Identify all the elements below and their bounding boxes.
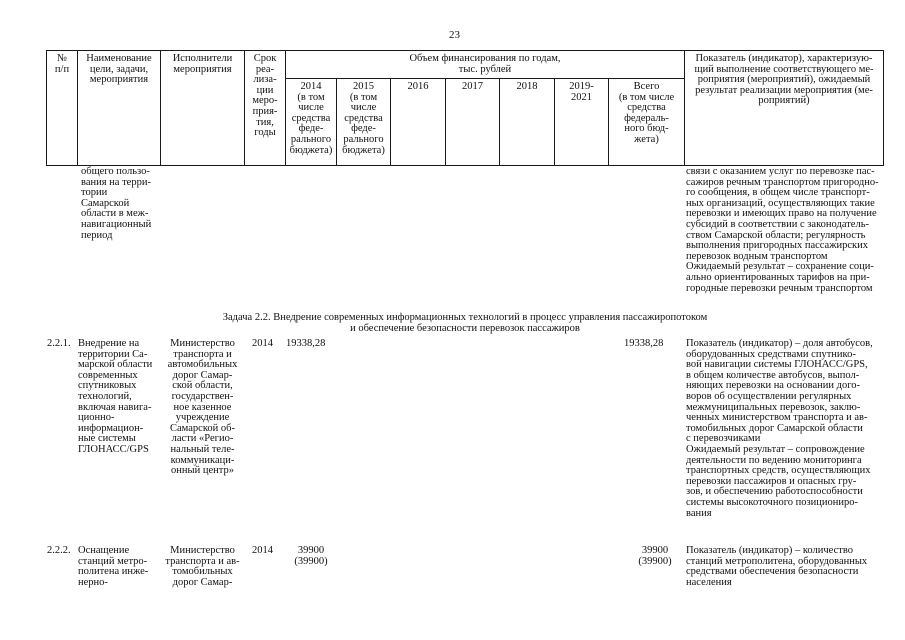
header-year-2016: 2016 xyxy=(407,81,429,92)
cont-row-name: общего пользо- вания на терри- тории Самарской области в меж- навигационный период xyxy=(81,166,152,241)
row-executors: Министерство транспорта и автомобильных дорог Самар- ской области, государствен- ное казенное учреждение Самарской об- ласти «Регио- нальный теле- коммуникаци- онный центр» xyxy=(167,338,238,477)
header-executors: Исполнители мероприятия xyxy=(172,53,233,75)
row-total: 39900 (39900) xyxy=(638,545,672,567)
row-executors: Министерство транспорта и ав- томобильных дорог Самар- xyxy=(165,545,240,588)
table-top-border xyxy=(46,50,883,51)
row-y2014: 39900 (39900) xyxy=(294,545,328,567)
row-term: 2014 xyxy=(252,338,273,349)
header-year-2019-2021: 2019- 2021 xyxy=(569,81,594,103)
cont-row-indicator: связи с оказанием услуг по перевозке пас- сажиров речным транспортом пригородно- го сообщения, в общем числе транспорт- ных организаций, осуществляющих такие перевозки и имеющих право на получение субсидий в соответствии с законодатель- ством Самарской области; регулярность выполнения пригородных пассажирских перевозок водным транспортом Ожидаемый результат – сохранение соци- ально ориентированных тарифов на при- городные перевозки речным транспортом xyxy=(686,166,879,294)
row-term: 2014 xyxy=(252,545,273,556)
row-num: 2.2.2. xyxy=(47,545,71,556)
header-total: Всего (в том числе средства федераль- ного бюд- жета) xyxy=(618,81,675,145)
header-name: Наименование цели, задачи, мероприятия xyxy=(86,53,152,86)
header-year-2014: 2014 (в том числе средства феде- рального бюджета) xyxy=(289,81,333,156)
task-title: Задача 2.2. Внедрение современных информационных технологий в процесс управления пассажиропотоком и обеспечение безопасности перевозок пассажиров xyxy=(222,312,708,334)
row-name: Внедрение на территории Са- марской области современных спутниковых технологий, включая навига- ционно- информацион- ные системы ГЛОНАСС/GPS xyxy=(78,338,153,455)
row-name: Оснащение станций метро- политена инже- нерно- xyxy=(78,545,149,588)
header-year-2015: 2015 (в том числе средства феде- рального бюджета) xyxy=(342,81,385,156)
header-indicator: Показатель (индикатор), характеризую- щий выполнение соответствующего ме- роприятия (мероприятий), ожидаемый результат реализации мероприятия (ме- роприятий) xyxy=(694,53,874,107)
header-num: № п/п xyxy=(54,53,70,75)
col-border xyxy=(883,50,884,166)
row-indicator: Показатель (индикатор) – доля автобусов, оборудованных средствами спутнико- вой навигации системы ГЛОНАСС/GPS, в общем количестве автобусов, выпол- няющих перевозки на основании дого- воров об осуществлении регулярных межмуниципальных перевозок, заклю- ченных министерством транспорта и ав- томобильных дорог Самарской области с перевозчиками Ожидаемый результат – сопровождение деятельности по ведению мониторинга транспортных средств, осуществляющих перевозки пассажиров и опасных гру- зов, и обеспечению работоспособности системы высокоточного позициониро- вания xyxy=(686,338,873,519)
page-number: 23 xyxy=(449,29,460,41)
row-num: 2.2.1. xyxy=(47,338,71,349)
header-term: Срок реа- лиза- ции меро- прия- тия, годы xyxy=(252,53,278,139)
row-indicator: Показатель (индикатор) – количество станций метрополитена, оборудованных средствами обеспечения безопасности населения xyxy=(686,545,868,588)
row-y2014: 19338,28 xyxy=(286,338,326,349)
year-header-divider xyxy=(285,78,684,79)
header-financing: Объем финансирования по годам, тыс. рублей xyxy=(409,53,561,75)
header-year-2017: 2017 xyxy=(462,81,483,92)
row-total: 19338,28 xyxy=(624,338,664,349)
header-year-2018: 2018 xyxy=(516,81,538,92)
